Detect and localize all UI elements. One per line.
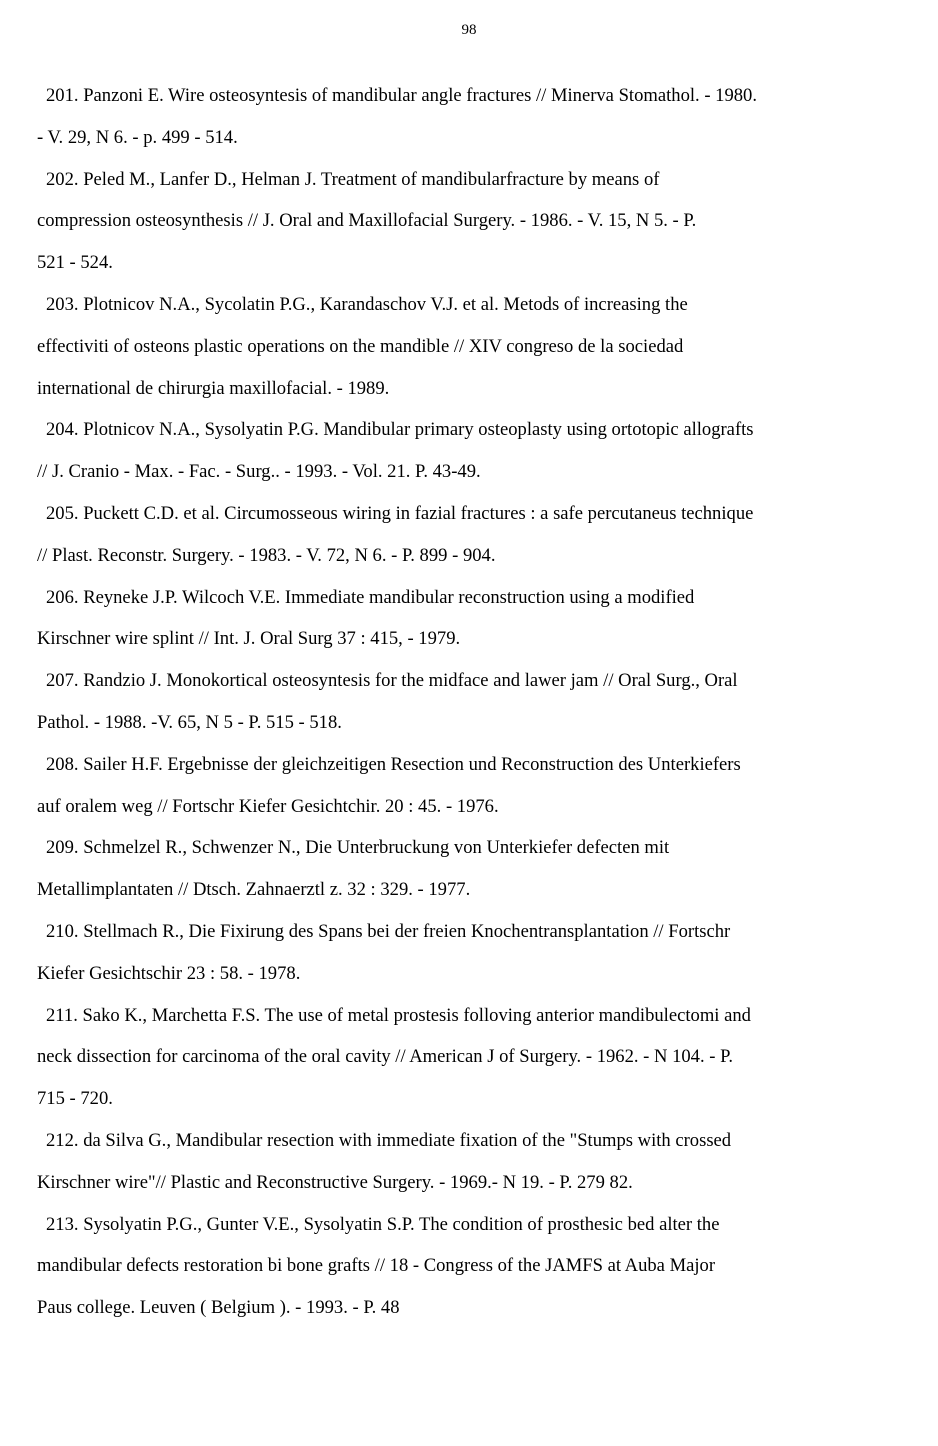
reference-line: neck dissection for carcinoma of the oral cavity // American J of Surgery. - 1962. - N 104. - P. [37, 1046, 734, 1068]
reference-entry [37, 911, 912, 995]
reference-line: 212. da Silva G., Mandibular resection with immediate fixation of the "Stumps with crossed [46, 1129, 732, 1151]
reference-entry [37, 995, 912, 1120]
reference-entry [37, 159, 912, 284]
reference-entry [37, 284, 912, 409]
reference-line: compression osteosynthesis // J. Oral and Maxillofacial Surgery. - 1986. - V. 15, N 5. - P. [37, 210, 697, 232]
reference-line: international de chirurgia maxillofacial. - 1989. [37, 377, 390, 399]
reference-line: 204. Plotnicov N.A., Sysolyatin P.G. Mandibular primary osteoplasty using ortotopic allografts [46, 419, 754, 441]
reference-line: 207. Randzio J. Monokortical osteosyntesis for the midface and lawer jam // Oral Surg., Oral [46, 670, 738, 692]
reference-line: 211. Sako K., Marchetta F.S. The use of metal prostesis folloving anterior mandibulectomi and [46, 1004, 751, 1026]
reference-line: 715 - 720. [37, 1088, 113, 1110]
reference-line: 521 - 524. [37, 252, 113, 274]
reference-line: mandibular defects restoration bi bone grafts // 18 - Congress of the JAMFS at Auba Major [37, 1255, 716, 1277]
reference-line: Metallimplantaten // Dtsch. Zahnaerztl z. 32 : 329. - 1977. [37, 879, 471, 901]
reference-line: 209. Schmelzel R., Schwenzer N., Die Unterbruckung von Unterkiefer defecten mit [46, 837, 670, 859]
reference-line: // Plast. Reconstr. Surgery. - 1983. - V. 72, N 6. - P. 899 - 904. [37, 544, 496, 566]
reference-line: // J. Cranio - Max. - Fac. - Surg.. - 1993. - Vol. 21. P. 43-49. [37, 461, 481, 483]
reference-line: effectiviti of osteons plastic operations on the mandible // XIV congreso de la sociedad [37, 335, 684, 357]
reference-entry [37, 827, 912, 911]
reference-entry [37, 75, 912, 159]
reference-entry [37, 660, 912, 744]
reference-line: Kirschner wire splint // Int. J. Oral Surg 37 : 415, - 1979. [37, 628, 461, 650]
reference-entry [37, 493, 912, 577]
page-number: 98 [461, 22, 477, 38]
reference-line: - V. 29, N 6. - p. 499 - 514. [37, 126, 238, 148]
reference-entry [37, 1120, 912, 1204]
reference-line: 213. Sysolyatin P.G., Gunter V.E., Sysolyatin S.P. The condition of prosthesic bed alter the [46, 1213, 720, 1235]
reference-entry [37, 577, 912, 661]
reference-entry [37, 409, 912, 493]
reference-line: Pathol. - 1988. -V. 65, N 5 - P. 515 - 518. [37, 711, 342, 733]
reference-line: Kirschner wire"// Plastic and Reconstructive Surgery. - 1969.- N 19. - P. 279 82. [37, 1171, 633, 1193]
reference-line: 203. Plotnicov N.A., Sycolatin P.G., Karandaschov V.J. et al. Metods of increasing the [46, 293, 688, 315]
reference-line: Paus college. Leuven ( Belgium ). - 1993. - P. 48 [37, 1297, 400, 1319]
reference-entry [37, 1204, 912, 1329]
reference-line: auf oralem weg // Fortschr Kiefer Gesichtchir. 20 : 45. - 1976. [37, 795, 499, 817]
reference-entry [37, 744, 912, 828]
reference-list [37, 75, 912, 1329]
reference-line: 206. Reyneke J.P. Wilcoch V.E. Immediate mandibular reconstruction using a modified [46, 586, 695, 608]
reference-line: 202. Peled M., Lanfer D., Helman J. Treatment of mandibularfracture by means of [46, 168, 660, 190]
reference-line: 208. Sailer H.F. Ergebnisse der gleichzeitigen Resection und Reconstruction des Unterkiefers [46, 753, 741, 775]
reference-line: Kiefer Gesichtschir 23 : 58. - 1978. [37, 962, 301, 984]
reference-line: 201. Panzoni E. Wire osteosyntesis of mandibular angle fractures // Minerva Stomathol. - 1980. [46, 85, 758, 106]
reference-line: 205. Puckett C.D. et al. Circumosseous wiring in fazial fractures : a safe percutaneus technique [46, 502, 754, 524]
reference-line: 210. Stellmach R., Die Fixirung des Spans bei der freien Knochentransplantation // Fortschr [46, 920, 731, 942]
